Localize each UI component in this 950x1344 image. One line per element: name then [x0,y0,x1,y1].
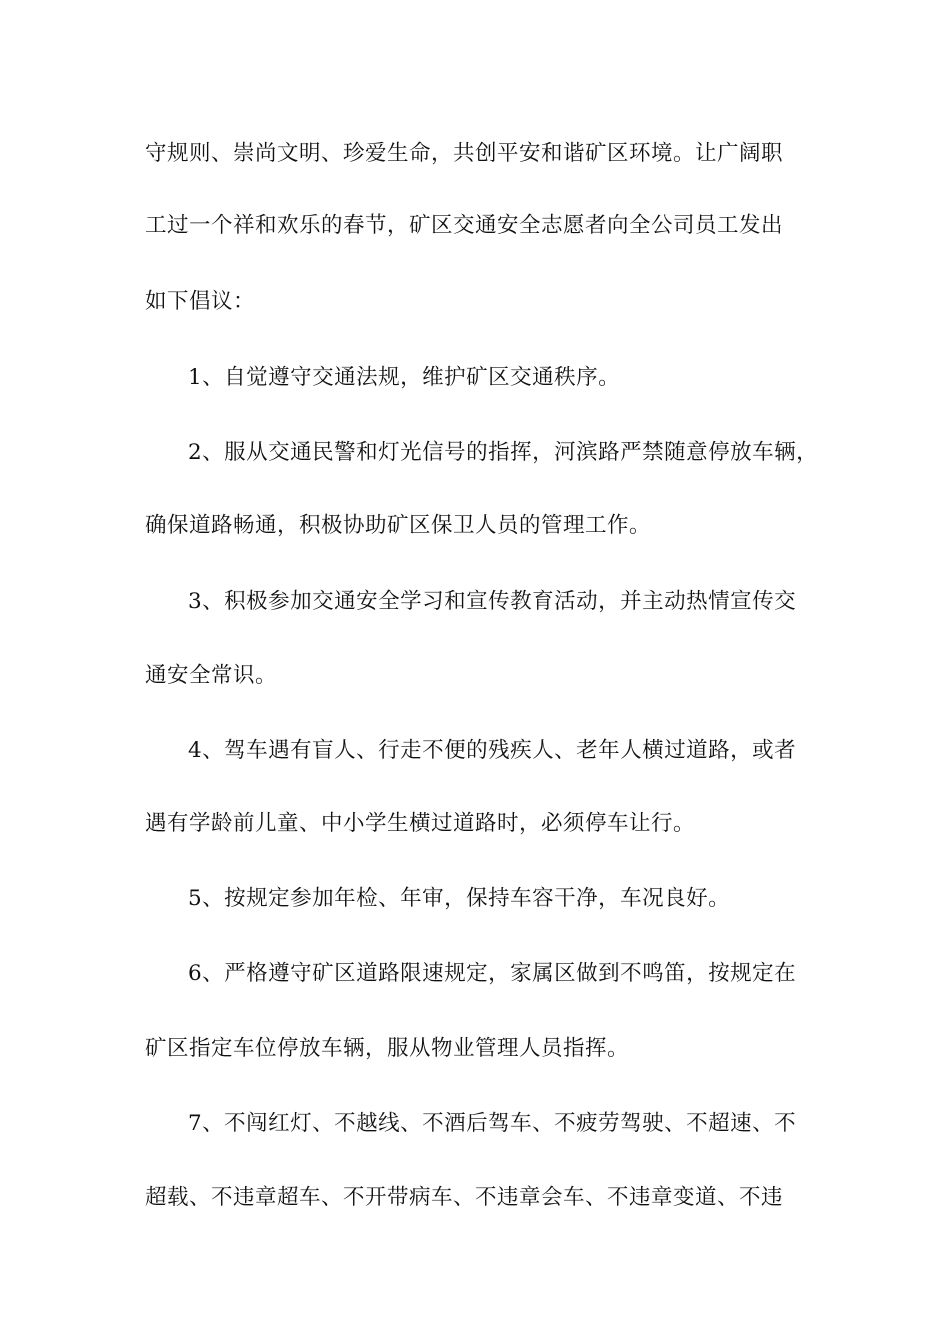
list-item-6-continuation: 矿区指定车位停放车辆，服从物业管理人员指挥。 [145,1036,630,1061]
paragraph-line: 工过一个祥和欢乐的春节，矿区交通安全志愿者向全公司员工发出 [145,213,784,238]
list-item-2-continuation: 确保道路畅通，积极协助矿区保卫人员的管理工作。 [145,513,652,538]
list-item-7-continuation: 超载、不违章超车、不开带病车、不违章会车、不违章变道、不违 [145,1185,784,1210]
list-item-1: 1、自觉遵守交通法规，维护矿区交通秩序。 [188,365,621,390]
list-item-2: 2、服从交通民警和灯光信号的指挥，河滨路严禁随意停放车辆， [188,440,819,465]
paragraph-line: 如下倡议： [145,289,256,314]
list-item-5: 5、按规定参加年检、年审，保持车容干净，车况良好。 [188,886,731,911]
paragraph-line: 守规则、崇尚文明、珍爱生命，共创平安和谐矿区环境。让广阔职 [145,141,784,166]
list-item-6: 6、严格遵守矿区道路限速规定，家属区做到不鸣笛，按规定在 [188,961,797,986]
list-item-4-continuation: 遇有学龄前儿童、中小学生横过道路时，必须停车让行。 [145,811,696,836]
list-item-4: 4、驾车遇有盲人、行走不便的残疾人、老年人横过道路，或者 [188,738,797,763]
list-item-3-continuation: 通安全常识。 [145,663,278,688]
list-item-7: 7、不闯红灯、不越线、不酒后驾车、不疲劳驾驶、不超速、不 [188,1111,797,1136]
list-item-3: 3、积极参加交通安全学习和宣传教育活动，并主动热情宣传交 [188,589,797,614]
